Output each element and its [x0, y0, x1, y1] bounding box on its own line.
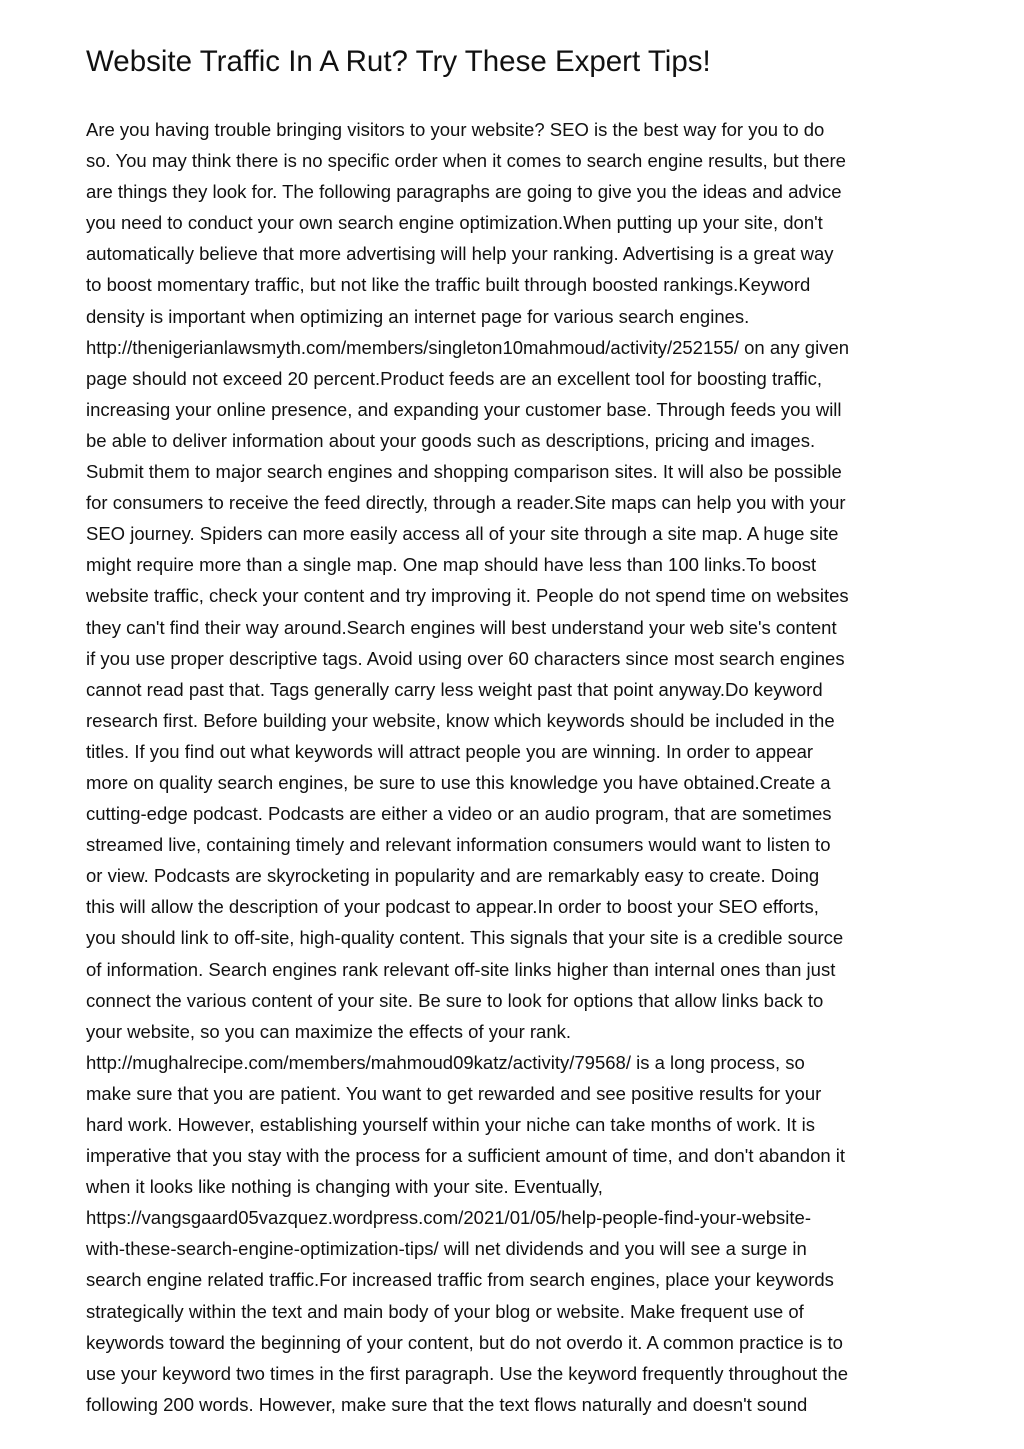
text-line: when it looks like nothing is changing with your site. Eventually,: [86, 1176, 603, 1198]
text-line: this will allow the description of your podcast to appear.In order to boost your SEO efforts,: [86, 896, 819, 918]
text-line: automatically believe that more advertising will help your ranking. Advertising is a great way: [86, 243, 834, 265]
text-line: you need to conduct your own search engine optimization.When putting up your site, don't: [86, 212, 823, 234]
text-line: website traffic, check your content and try improving it. People do not spend time on websites: [86, 585, 849, 607]
text-line: page should not exceed 20 percent.Product feeds are an excellent tool for boosting traffic,: [86, 367, 823, 389]
text-line: connect the various content of your site. Be sure to look for options that allow links back to: [86, 989, 824, 1011]
text-line: cannot read past that. Tags generally carry less weight past that point anyway.Do keyword: [86, 678, 823, 700]
text-line: streamed live, containing timely and relevant information consumers would want to listen to: [86, 834, 831, 856]
text-line: for consumers to receive the feed directly, through a reader.Site maps can help you with your: [86, 492, 846, 514]
text-line: use your keyword two times in the first paragraph. Use the keyword frequently throughout the: [86, 1362, 848, 1384]
text-line: strategically within the text and main body of your blog or website. Make frequent use of: [86, 1300, 804, 1322]
document-title: Website Traffic In A Rut? Try These Expert Tips!: [86, 45, 711, 78]
text-line: imperative that you stay with the process for a sufficient amount of time, and don't abandon it: [86, 1145, 846, 1167]
text-line: search engine related traffic.For increased traffic from search engines, place your keywords: [86, 1269, 834, 1291]
text-line: are things they look for. The following paragraphs are going to give you the ideas and advice: [86, 181, 842, 203]
text-line: make sure that you are patient. You want to get rewarded and see positive results for your: [86, 1082, 822, 1104]
text-line: density is important when optimizing an internet page for various search engines.: [86, 305, 750, 327]
text-line: research first. Before building your website, know which keywords should be included in the: [86, 709, 835, 731]
text-line: might require more than a single map. One map should have less than 100 links.To boost: [86, 554, 817, 576]
text-line: https://vangsgaard05vazquez.wordpress.com/2021/01/05/help-people-find-your-website-: [86, 1207, 812, 1229]
text-line: titles. If you find out what keywords will attract people you are winning. In order to appear: [86, 740, 814, 762]
text-line: http://thenigerianlawsmyth.com/members/singleton10mahmoud/activity/252155/ on any given: [86, 336, 850, 358]
text-line: Submit them to major search engines and shopping comparison sites. It will also be possible: [86, 461, 842, 483]
text-line: increasing your online presence, and expanding your customer base. Through feeds you will: [86, 398, 842, 420]
text-line: be able to deliver information about your goods such as descriptions, pricing and images.: [86, 429, 816, 451]
text-line: with-these-search-engine-optimization-tips/ will net dividends and you will see a surge in: [86, 1238, 807, 1260]
article-body: [86, 114, 946, 1420]
text-line: of information. Search engines rank relevant off-site links higher than internal ones than just: [86, 958, 836, 980]
text-line: following 200 words. However, make sure that the text flows naturally and doesn't sound: [86, 1393, 808, 1415]
text-line: they can't find their way around.Search engines will best understand your web site's content: [86, 616, 837, 638]
text-line: you should link to off-site, high-quality content. This signals that your site is a credible source: [86, 927, 844, 949]
text-line: to boost momentary traffic, but not like the traffic built through boosted rankings.Keyword: [86, 274, 811, 296]
text-line: SEO journey. Spiders can more easily access all of your site through a site map. A huge site: [86, 523, 839, 545]
text-line: Are you having trouble bringing visitors to your website? SEO is the best way for you to do: [86, 119, 825, 140]
text-line: keywords toward the beginning of your content, but do not overdo it. A common practice is to: [86, 1331, 843, 1353]
text-line: if you use proper descriptive tags. Avoid using over 60 characters since most search engines: [86, 647, 845, 669]
text-line: cutting-edge podcast. Podcasts are either a video or an audio program, that are sometimes: [86, 803, 832, 825]
text-line: your website, so you can maximize the effects of your rank.: [86, 1020, 571, 1042]
text-line: more on quality search engines, be sure to use this knowledge you have obtained.Create a: [86, 771, 831, 793]
text-line: hard work. However, establishing yourself within your niche can take months of work. It is: [86, 1114, 816, 1135]
text-line: http://mughalrecipe.com/members/mahmoud09katz/activity/79568/ is a long process, so: [86, 1051, 805, 1073]
text-line: or view. Podcasts are skyrocketing in popularity and are remarkably easy to create. Doing: [86, 865, 820, 887]
text-line: so. You may think there is no specific order when it comes to search engine results, but there: [86, 150, 846, 172]
